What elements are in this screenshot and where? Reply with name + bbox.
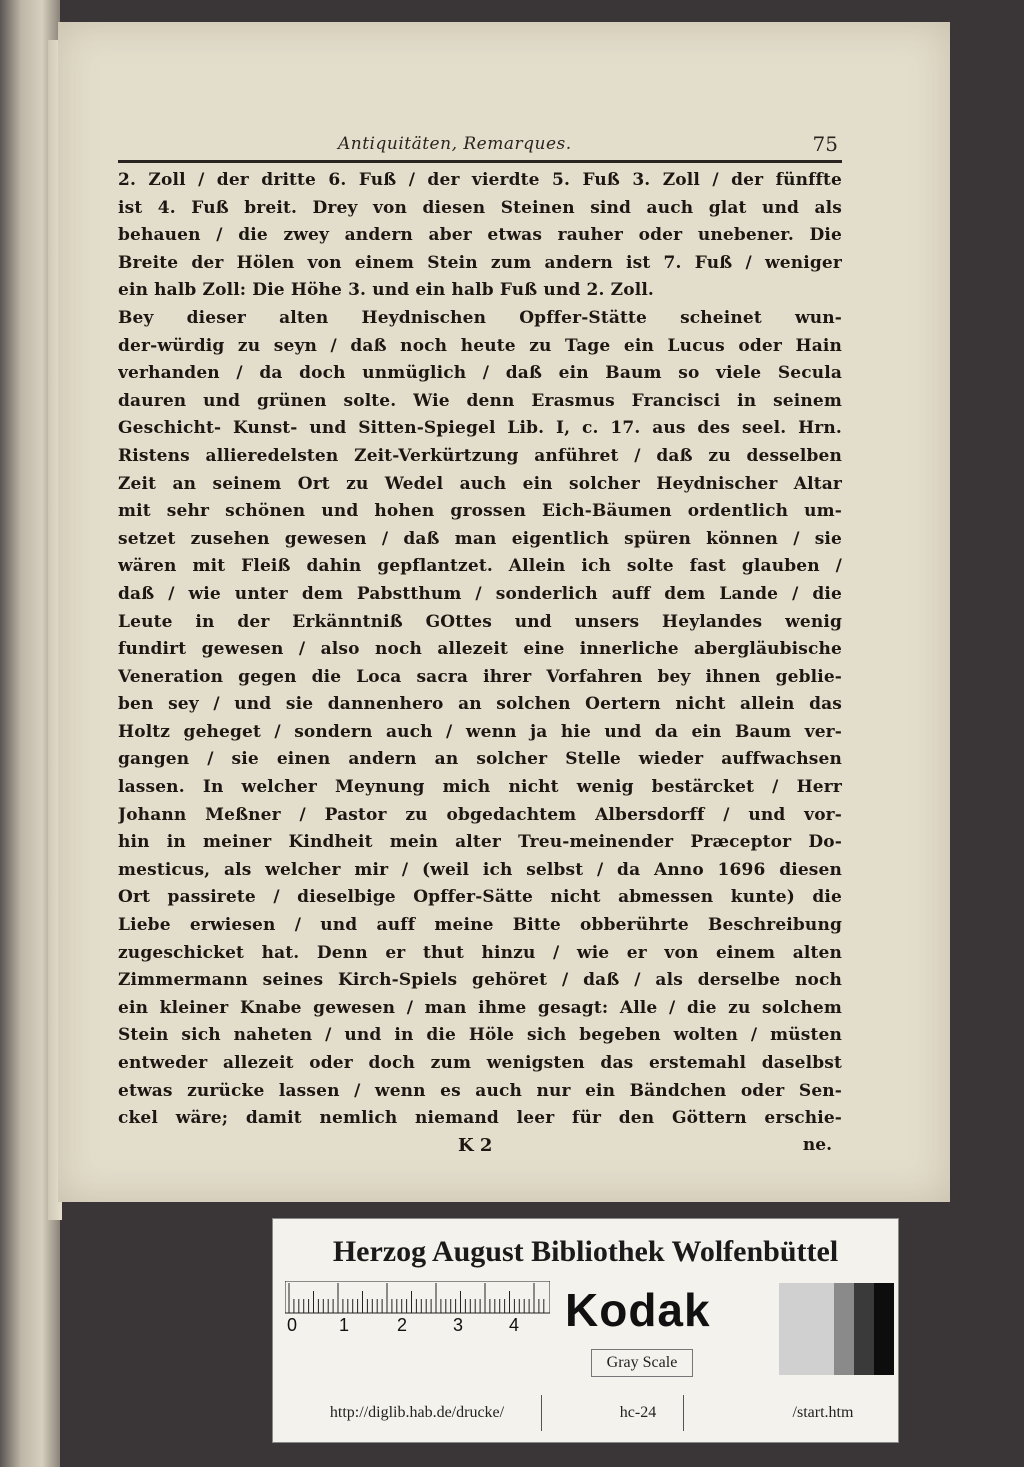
ruler-ticks [289,1283,544,1313]
kodak-logo: Kodak [565,1284,711,1336]
text-line: Leute in der Erkänntniß GOttes und unsers Heylandes wenig [118,611,842,632]
ruler-number-1: 1 [339,1315,350,1335]
text-line: Bey dieser alten Heydnischen Opffer-Stätte scheinet wun- [118,307,842,328]
text-line: dauren und grünen solte. Wie denn Erasmus Francisci in seinem [118,390,842,411]
text-line: ben sey / und sie dannenhero an solchen Oertern nicht allein das [118,694,842,715]
text-line: Zeit an seinem Ort zu Wedel auch ein solcher Heydnischer Altar [118,473,842,494]
text-line: ein halb Zoll: Die Höhe 3. und ein halb Fuß und 2. Zoll. [118,280,654,301]
ruler-number-3: 3 [453,1315,464,1335]
text-line: Holtz geheget / sondern auch / wenn ja hie und da ein Baum ver- [118,721,842,742]
page-content [118,130,842,1163]
text-line: ckel wäre; damit nemlich niemand leer für den Göttern erschie- [118,1108,842,1129]
url-label: http://diglib.hab.de/drucke/ [293,1395,542,1431]
signature-mark: K 2 [458,1134,493,1156]
text-line: ein kleiner Knabe gewesen / man ihme gesagt: Alle / die zu solchem [118,997,842,1018]
text-line: Ristens allieredelsten Zeit-Verkürtzung anführet / daß zu desselben [118,445,842,466]
text-line: hin in meiner Kindheit mein alter Treu-meinender Præceptor Do- [118,832,842,853]
running-head [118,130,842,163]
text-line: Liebe erwiesen / und auff meine Bitte obberührte Beschreibung [118,915,842,936]
text-line: daß / wie unter dem Pabstthum / sonderlich auff dem Lande / die [118,583,842,604]
shelfmark-code: hc-24 [593,1395,684,1431]
ruler-frame [285,1281,550,1313]
text-line: Johann Meßner / Pastor zu obgedachtem Albersdorff / und vor- [118,804,842,825]
page-footer [118,1135,842,1163]
text-line: lassen. In welcher Meynung mich nicht wenig bestärcket / Herr [118,777,842,798]
ruler-number-4: 4 [509,1315,520,1335]
text-line: Veneration gegen die Loca sacra ihrer Vorfahren bey ihnen geblie- [118,666,842,687]
library-target-card [272,1218,899,1443]
gray-swatch-5 [874,1283,894,1375]
text-line: setzet zusehen gewesen / daß man eigentlich spüren können / sie [118,528,842,549]
text-line: mit sehr schönen und hohen grossen Eich-Bäumen ordentlich um- [118,501,842,522]
gray-swatch-4 [854,1283,874,1375]
text-line: gangen / sie einen andern an solcher Stelle wieder auffwachsen [118,749,842,770]
gray-swatch-3 [834,1283,854,1375]
gray-swatch-2 [779,1283,834,1375]
text-line: zugeschicket hat. Denn er thut hinzu / wie er von einem alten [118,942,842,963]
text-line: fundirt gewesen / also noch allezeit eine innerliche abergläubische [118,639,842,660]
gray-scale-label: Gray Scale [591,1349,693,1377]
library-name: Herzog August Bibliothek Wolfenbüttel [332,1235,839,1268]
text-line: Zimmermann seines Kirch-Spiels gehöret / daß / als derselbe noch [118,970,842,991]
ruler-number-0: 0 [287,1315,298,1335]
gray-swatch-1 [721,1283,779,1375]
text-line: behauen / die zwey andern aber etwas rauher oder unebener. Die [118,225,842,246]
text-line: mesticus, als welcher mir / (weil ich selbst / da Anno 1696 diesen [118,859,842,880]
text-line: etwas zurücke lassen / wenn es auch nur ein Bändchen oder Sen- [118,1080,842,1101]
catchword: ne. [802,1134,832,1155]
text-line: der-würdig zu seyn / daß noch heute zu Tage ein Lucus oder Hain [118,335,842,356]
text-line: Breite der Hölen von einem Stein zum andern ist 7. Fuß / weniger [118,252,842,273]
text-line: 2. Zoll / der dritte 6. Fuß / der vierdte 5. Fuß 3. Zoll / der fünffte [118,170,842,190]
text-line: verhanden / da doch unmüglich / daß ein Baum so viele Secula [118,363,842,384]
text-line: ist 4. Fuß breit. Drey von diesen Steinen sind auch glat und als [118,197,842,218]
running-title: Antiquitäten, Remarques. [338,134,572,154]
text-line: wären mit Fleiß dahin gepflantzet. Allein ich solte fast glauben / [118,556,842,577]
text-body [118,167,842,1133]
page-number: 75 [812,132,838,156]
book-page [58,22,950,1202]
text-line: entweder allezeit oder doch zum wenigsten das erstemahl daselbst [118,1053,842,1073]
start-path-label: /start.htm [792,1404,854,1421]
text-line: Geschicht- Kunst- und Sitten-Spiegel Lib. I, c. 17. aus des seel. Hrn. [118,418,842,439]
text-line: Ort passirete / dieselbige Opffer-Sätte nicht abmessen kunte) die [118,887,842,908]
text-line: Stein sich naheten / und in die Höle sich begeben wolten / müsten [118,1025,842,1046]
ruler-number-2: 2 [397,1315,408,1335]
